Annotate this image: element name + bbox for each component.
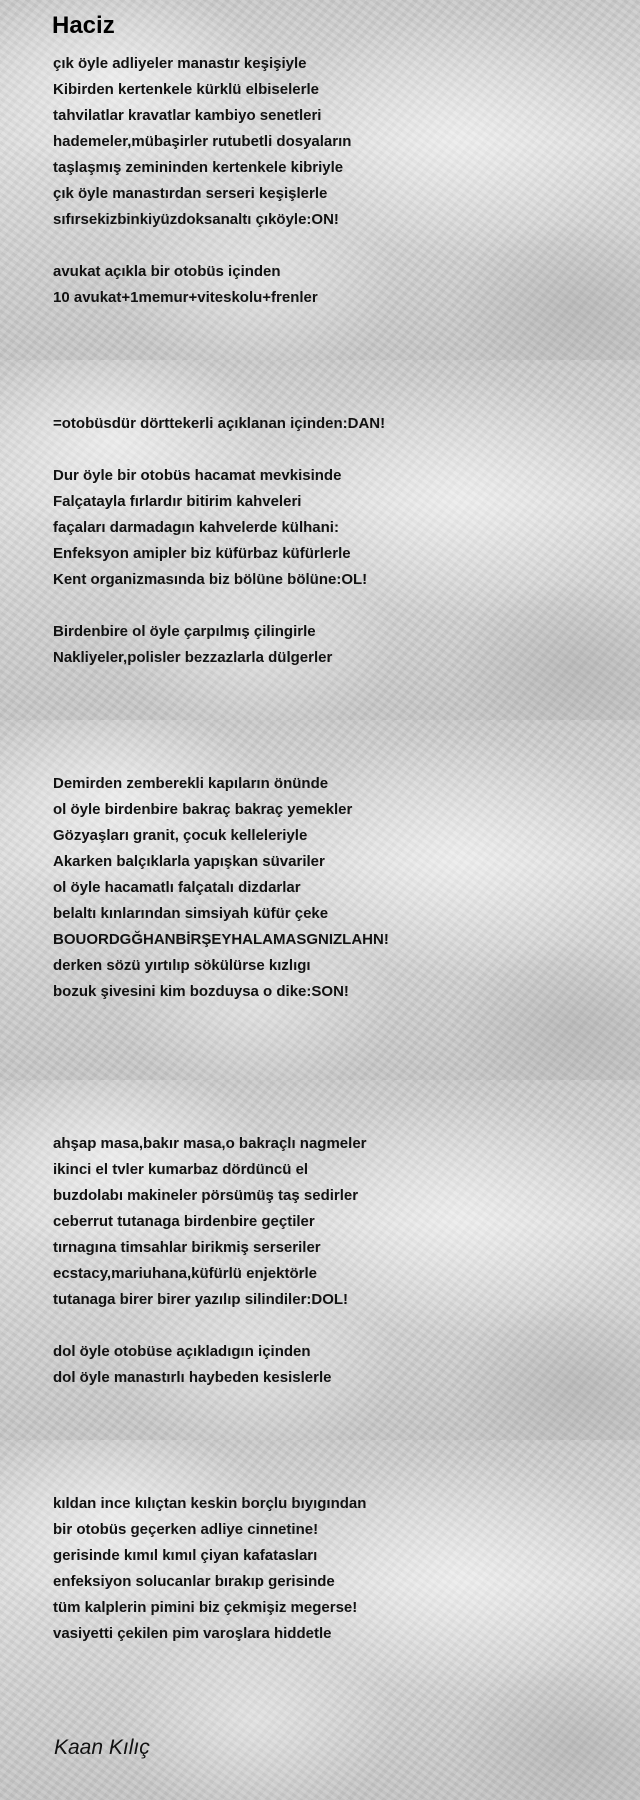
poem-line: Kent organizmasında biz bölüne bölüne:OL! — [53, 571, 368, 588]
poem-panel-1 — [0, 0, 640, 360]
poem-line: taşlaşmış zemininden kertenkele kibriyle — [53, 159, 344, 176]
poem-line: tutanaga birer birer yazılıp silindiler:DOL! — [53, 1291, 349, 1308]
poem-line: =otobüsdür dörttekerli açıklanan içinden:DAN! — [53, 415, 386, 432]
poem-line: dol öyle manastırlı haybeden kesislerle — [53, 1369, 332, 1386]
poem-line: ol öyle hacamatlı falçatalı dizdarlar — [53, 879, 301, 896]
poem-line: bir otobüs geçerken adliye cinnetine! — [53, 1521, 319, 1538]
poem-line: enfeksiyon solucanlar bırakıp gerisinde — [53, 1573, 335, 1590]
poem-line: çık öyle manastırdan serseri keşişlerle — [53, 185, 328, 202]
poem-line: ahşap masa,bakır masa,o bakraçlı nagmeler — [53, 1135, 367, 1152]
poem-line: buzdolabı makineler pörsümüş taş sedirler — [53, 1187, 359, 1204]
poem-line: çık öyle adliyeler manastır keşişiyle — [53, 55, 307, 72]
poem-line: Nakliyeler,polisler bezzazlarla dülgerler — [53, 649, 333, 666]
poem-panel-3 — [0, 720, 640, 1080]
poem-line: kıldan ince kılıçtan keskin borçlu bıyıgından — [53, 1495, 367, 1512]
poem-line: Dur öyle bir otobüs hacamat mevkisinde — [53, 467, 342, 484]
poem-line: façaları darmadagın kahvelerde külhani: — [53, 519, 339, 536]
poem-line: tahvilatlar kravatlar kambiyo senetleri — [53, 107, 322, 124]
poem-panel-2 — [0, 360, 640, 720]
poem-line: Kibirden kertenkele kürklü elbiselerle — [53, 81, 319, 98]
poem-line: gerisinde kımıl kımıl çiyan kafatasları — [53, 1547, 318, 1564]
poem-line: tırnagına timsahlar birikmiş serseriler — [53, 1239, 321, 1256]
stanza — [53, 463, 367, 593]
poem-line: Birdenbire ol öyle çarpılmış çilingirle — [53, 623, 316, 640]
poem-line: avukat açıkla bir otobüs içinden — [53, 263, 281, 280]
poem-line: Falçatayla fırlardır bitirim kahveleri — [53, 493, 302, 510]
poem-line: Enfeksyon amipler biz küfürbaz küfürlerle — [53, 545, 351, 562]
poem-line: derken sözü yırtılıp sökülürse kızlıgı — [53, 957, 311, 974]
stanza — [53, 1339, 331, 1391]
poem-title: Haciz — [52, 12, 115, 39]
stanza — [53, 1131, 367, 1313]
stanza — [53, 1491, 366, 1647]
stanza — [53, 51, 351, 233]
poem-line: belaltı kınlarından simsiyah küfür çeke — [53, 905, 329, 922]
stanza — [53, 771, 389, 1005]
poem-line: Demirden zemberekli kapıların önünde — [53, 775, 329, 792]
stanza — [53, 411, 385, 437]
poem-line: tüm kalplerin pimini biz çekmişiz megerse! — [53, 1599, 358, 1616]
stanza — [53, 259, 318, 311]
poem-line: sıfırsekizbinkiyüzdoksanaltı çıköyle:ON! — [53, 211, 339, 228]
poem-line: BOUORDGĞHANBİRŞEYHALAMASGNIZLAHN! — [53, 931, 389, 948]
poem-line: ikinci el tvler kumarbaz dördüncü el — [53, 1161, 309, 1178]
poem-line: vasiyetti çekilen pim varoşlara hiddetle — [53, 1625, 332, 1642]
poem-line: ecstacy,mariuhana,küfürlü enjektörle — [53, 1265, 317, 1282]
poem-panel-5 — [0, 1440, 640, 1800]
poem-line: Akarken balçıklarla yapışkan süvariler — [53, 853, 325, 870]
stanza — [53, 619, 332, 671]
poem-line: ol öyle birdenbire bakraç bakraç yemekler — [53, 801, 353, 818]
poem-author: Kaan Kılıç — [54, 1736, 150, 1759]
poem-line: Gözyaşları granit, çocuk kelleleriyle — [53, 827, 308, 844]
poem-line: ceberrut tutanaga birdenbire geçtiler — [53, 1213, 315, 1230]
poem-line: bozuk şivesini kim bozduysa o dike:SON! — [53, 983, 349, 1000]
poem-panel-4 — [0, 1080, 640, 1440]
poem-line: 10 avukat+1memur+viteskolu+frenler — [53, 289, 318, 306]
poem-line: dol öyle otobüse açıkladıgın içinden — [53, 1343, 311, 1360]
poem-line: hademeler,mübaşirler rutubetli dosyaların — [53, 133, 352, 150]
